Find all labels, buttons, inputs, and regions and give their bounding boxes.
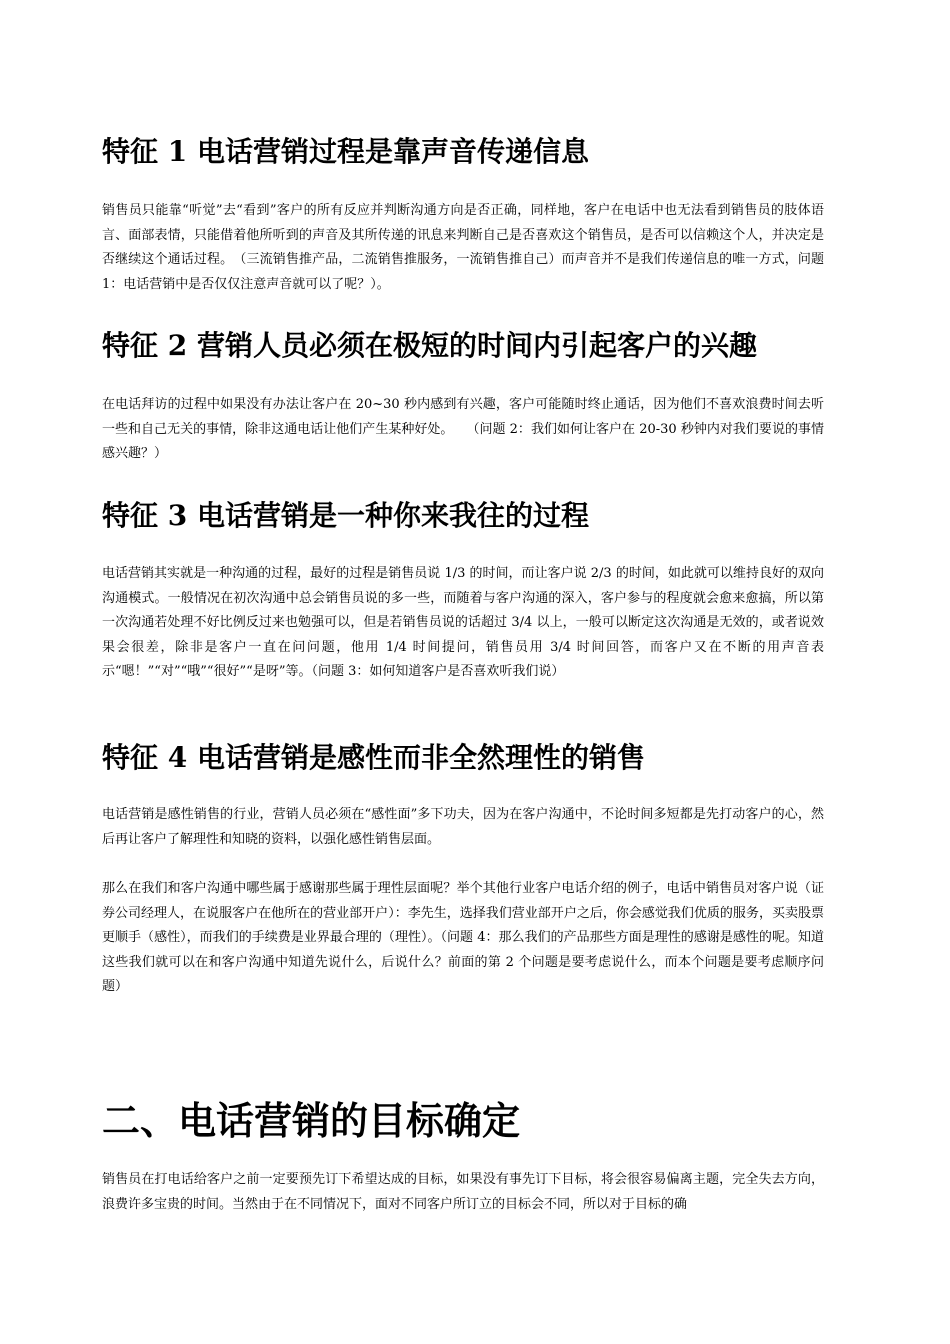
section-1-paragraph: 销售员只能靠“听觉”去“看到”客户的所有反应并判断沟通方向是否正确，同样地，客户在电话中也无法看到销售员的肢体语言、面部表情，只能借着他所听到的声音及其所传递的讯息来判断自己是否喜欢这个销售员，是否可以信赖这个人，并决定是否继续这个通话过程。 （三流销售推产品，二流销售推服务，一流销售推自己）而声音并不是我们传递信息的唯一方式，问题 1：电话营销中是否仅仅注意声音就可以了呢？）。 [102, 203, 824, 292]
section-3-paragraph: 电话营销其实就是一种沟通的过程，最好的过程是销售员说 1/3 的时间，而让客户说 2/3 的时间，如此就可以维持良好的双向沟通模式。一般情况在初次沟通中总会销售员说的多一些，而随着与客户沟通的深入，客户参与的程度就会愈来愈搞，所以第一次沟通若处理不好比例反过来也勉强可以，但是若销售员说的话超过 3/4 以上，一般可以断定这次沟通是无效的，或者说效果会很差，除非是客户一直在问问题，他用 1/4 时间提问，销售员用 3/4 时间回答，而客户又在不断的用声音表示“嗯！”“对”“哦”“很好”“是呀”等。（问题 3：如何知道客户是否喜欢听我们说） [102, 566, 824, 680]
section-4-paragraph-1: 电话营销是感性销售的行业，营销人员必须在“感性面”多下功夫，因为在客户沟通中，不论时间多短都是先打动客户的心，然后再让客户了解理性和知晓的资料，以强化感性销售层面。 [102, 807, 824, 847]
section-4-paragraph-2: 那么在我们和客户沟通中哪些属于感谢那些属于理性层面呢？举个其他行业客户电话介绍的例子，电话中销售员对客户说（证券公司经理人，在说服客户在他所在的营业部开户）：李先生，选择我们营业部开户之后，你会感觉我们优质的服务，买卖股票更顺手（感性），而我们的手续费是业界最合理的（理性）。（问题 4：那么我们的产品那些方面是理性的感谢是感性的呢。知道这些我们就可以在和客户沟通中知道先说什么，后说什么？前面的第 2 个问题是要考虑说什么，而本个问题是要考虑顺序问题） [102, 881, 824, 995]
section-4-heading: 特征 4 电话营销是感性而非全然理性的销售 [102, 741, 645, 774]
section-1-heading: 特征 1 电话营销过程是靠声音传递信息 [102, 135, 589, 168]
major-section-paragraph: 销售员在打电话给客户之前一定要预先订下希望达成的目标，如果没有事先订下目标，将会很容易偏离主题，完全失去方向，浪费许多宝贵的时间。当然由于在不同情况下，面对不同客户所订立的目标会不同，所以对于目标的确 [102, 1172, 824, 1212]
section-3-heading: 特征 3 电话营销是一种你来我往的过程 [102, 499, 589, 532]
section-2-heading: 特征 2 营销人员必须在极短的时间内引起客户的兴趣 [102, 329, 757, 362]
major-section-heading: 二、电话营销的目标确定 [102, 1098, 521, 1143]
section-2-paragraph: 在电话拜访的过程中如果没有办法让客户在 20~30 秒内感到有兴趣，客户可能随时终止通话，因为他们不喜欢浪费时间去听一些和自己无关的事情，除非这通电话让他们产生某种好处。 （问题 2：我们如何让客户在 20-30 秒钟内对我们要说的事情感兴趣？） [102, 397, 824, 462]
